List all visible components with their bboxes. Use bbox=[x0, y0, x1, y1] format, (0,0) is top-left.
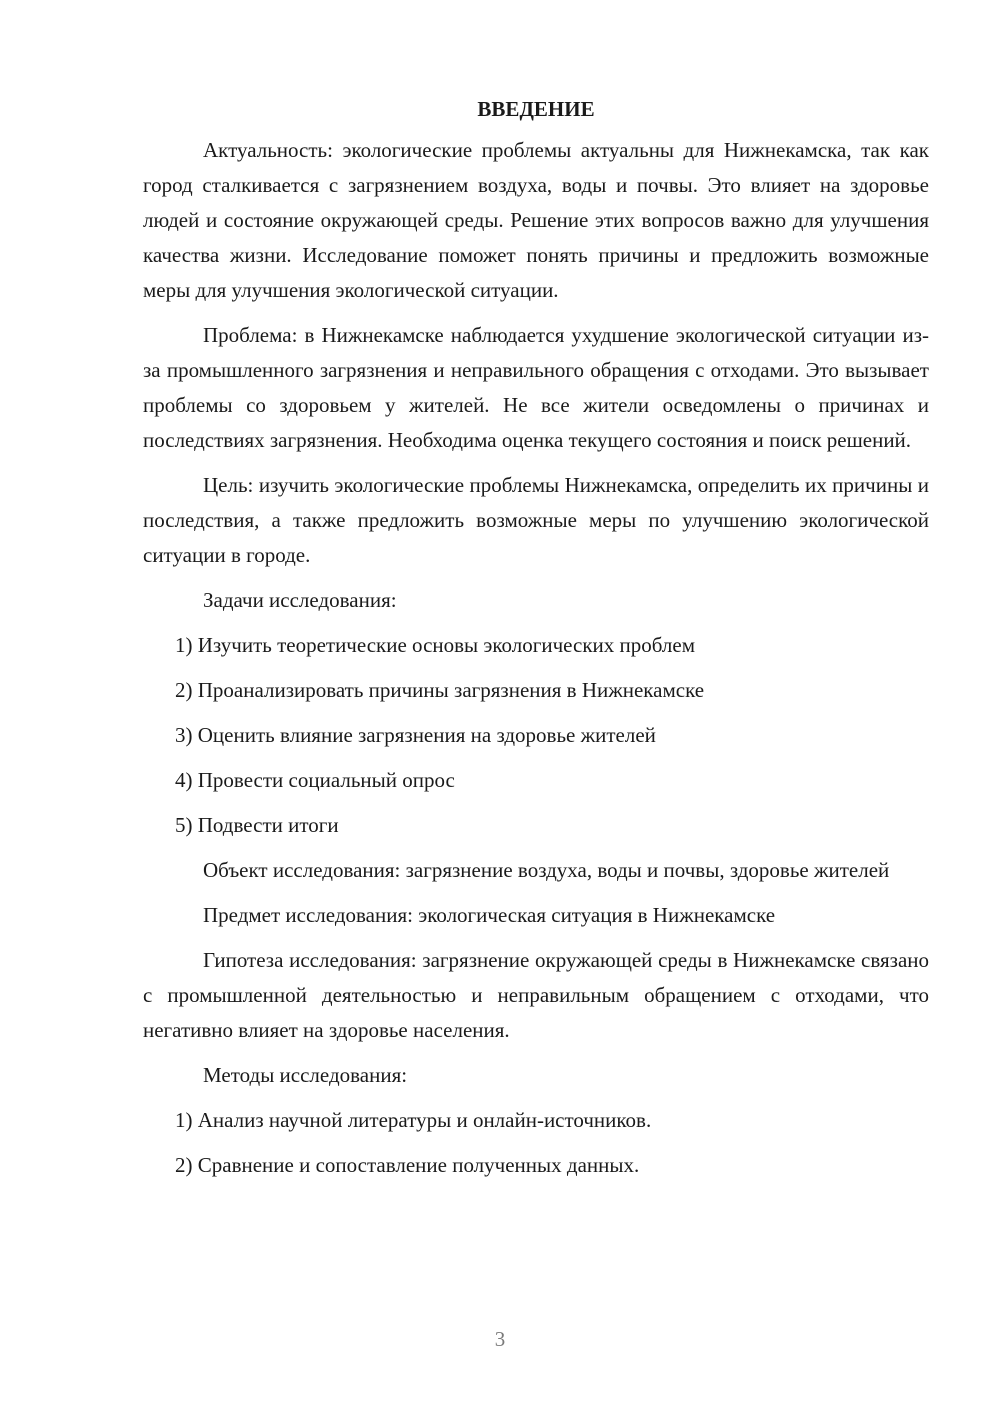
task-item: 1) Изучить теоретические основы экологических проблем bbox=[175, 633, 696, 657]
goal-paragraph: Цель: изучить экологические проблемы Нижнекамска, определить их причины и последствия, а также предложить возможные меры по улучшению экологической ситуации в городе. bbox=[143, 473, 929, 567]
task-item: 5) Подвести итоги bbox=[175, 813, 339, 837]
problem-paragraph: Проблема: в Нижнекамске наблюдается ухудшение экологической ситуации из-за промышленного загрязнения и неправильного обращения с отходами. Это вызывает проблемы со здоровьем у жителей. Не все жители осведомлены о причинах и последствиях загрязнения. Необходима оценка текущего состояния и поиск решений. bbox=[143, 323, 929, 452]
tasks-heading: Задачи исследования: bbox=[203, 588, 397, 612]
task-item: 4) Провести социальный опрос bbox=[175, 768, 455, 792]
methods-heading: Методы исследования: bbox=[203, 1063, 408, 1087]
document-page bbox=[143, 92, 929, 1193]
task-item: 3) Оценить влияние загрязнения на здоровье жителей bbox=[175, 723, 656, 747]
method-item: 1) Анализ научной литературы и онлайн-источников. bbox=[175, 1108, 652, 1132]
section-title: ВВЕДЕНИЕ bbox=[477, 97, 595, 121]
hypothesis-paragraph: Гипотеза исследования: загрязнение окружающей среды в Нижнекамске связано с промышленной деятельностью и неправильным обращением с отходами, что негативно влияет на здоровье населения. bbox=[143, 948, 929, 1042]
object-paragraph: Объект исследования: загрязнение воздуха, воды и почвы, здоровье жителей bbox=[203, 858, 890, 882]
page-number: 3 bbox=[494, 1327, 506, 1351]
task-item: 2) Проанализировать причины загрязнения в Нижнекамске bbox=[175, 678, 705, 702]
relevance-paragraph: Актуальность: экологические проблемы актуальны для Нижнекамска, так как город сталкивается с загрязнением воздуха, воды и почвы. Это влияет на здоровье людей и состояние окружающей среды. Решение этих вопросов важно для улучшения качества жизни. Исследование поможет понять причины и предложить возможные меры для улучшения экологической ситуации. bbox=[143, 138, 929, 302]
subject-paragraph: Предмет исследования: экологическая ситуация в Нижнекамске bbox=[203, 903, 776, 927]
method-item: 2) Сравнение и сопоставление полученных данных. bbox=[175, 1153, 640, 1177]
